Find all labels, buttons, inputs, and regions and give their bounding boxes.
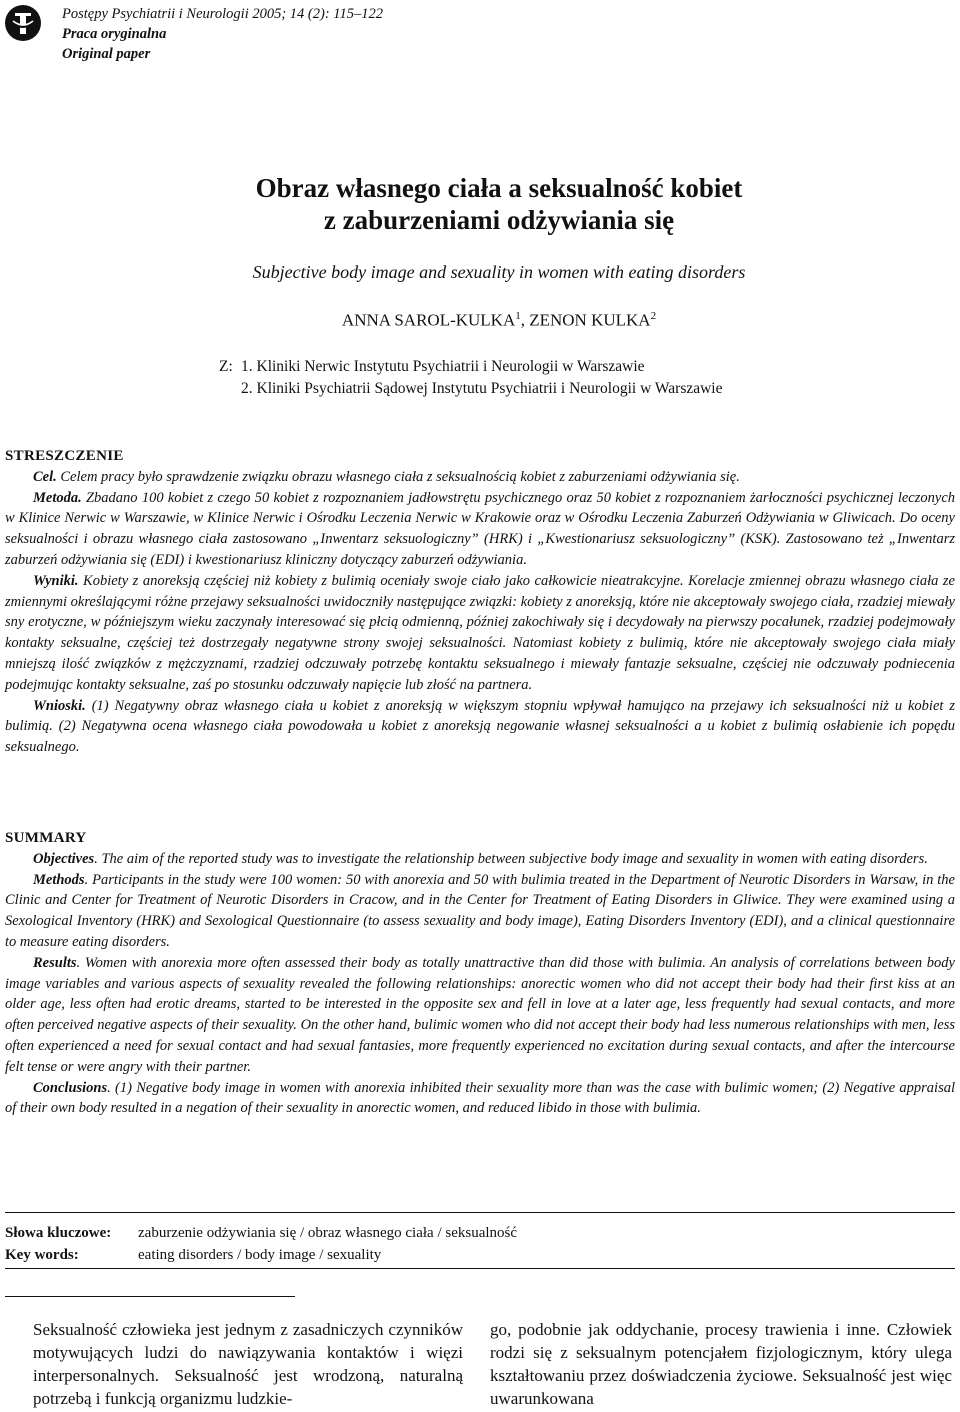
affiliation-2-number: 2. — [241, 380, 253, 397]
abstract-polish — [5, 446, 955, 758]
metoda-label: Metoda. — [33, 489, 82, 506]
wnioski-text: (1) Negatywny obraz własnego ciała u kobiet z anoreksją w większym stopniu wpływał hamująco na przejawy ich seksualności niż u kobiet z bulimią. (2) Negatywna ocena własnego ciała powodowała u kobiet z anoreksją negowanie własnej seksualności a u kobiet z bulimią osłabienie ich popędu seksualnego. — [5, 697, 955, 756]
article-title-line-2: z zaburzeniami odżywiania się — [323, 205, 675, 235]
affiliations — [219, 356, 722, 400]
body-top-rule — [5, 1296, 295, 1297]
summary-results — [5, 953, 955, 1078]
abstract-english-heading: SUMMARY — [5, 830, 87, 846]
keywords-pl: zaburzenie odżywiania się / obraz własnego ciała / seksualność — [138, 1225, 518, 1241]
author-1-affil-mark: 1 — [515, 310, 521, 322]
affiliation-1: Kliniki Nerwic Instytutu Psychiatrii i Neurologii w Warszawie — [256, 358, 645, 375]
metoda-text: Zbadano 100 kobiet z czego 50 kobiet z rozpoznaniem jadłowstrętu psychicznego oraz 50 kobiet z rozpoznaniem żarłoczności psychicznej leczonych w Klinice Nerwic w Warszawie, w Klinice Nerwic i Ośrodku Leczenia Nerwic w Krakowie oraz w Ośrodku Leczenia Zaburzeń Odżywiania w Gliwicach. Do oceny seksualności i obrazu własnego ciała zastosowano „Inwentarz seksuologiczny” (HRK) i „Kwestionariusz seksuologiczny” (KSK). Zastosowano też „Inwentarz zaburzeń odżywiania się (EDI) i kwestionariusz kliniczny dotyczący zaburzeń odżywiania. — [5, 489, 955, 568]
article-subtitle: Subjective body image and sexuality in women with eating disorders — [252, 262, 746, 282]
journal-citation: Postępy Psychiatrii i Neurologii 2005; 14 (2): 115–122 — [62, 6, 383, 22]
results-label: Results — [33, 954, 77, 971]
body-right-text: go, podobnie jak oddychanie, procesy trawienia i inne. Człowiek rodzi się z seksualnym potencjałem fizjologicznym, który ulega kształtowaniu przez doświadczenia życiowe. Seksualność jest więc uwarunkowana — [490, 1320, 952, 1408]
body-column-right — [490, 1318, 952, 1410]
article-title — [0, 172, 960, 236]
summary-objectives — [5, 849, 955, 870]
keywords — [5, 1222, 517, 1266]
abstract-polish-heading: STRESZCZENIE — [5, 448, 124, 464]
results-text: . Women with anorexia more often assessed their body as totally unattractive than did those with bulimia. An analysis of correlations between body image variables and various aspects of sexuality revealed the following relationships: anorectic women who did not accept their body had their first kiss at an older age, less often had erotic dreams, started to be interested in the opposite sex and fell in love at a later age, less frequently had sexual contacts, and more often perceived negative aspects of their sexuality. On the other hand, bulimic women who did not accept their body had less numerous relationships with men, less often experienced a need for sexual contact and had sexual fantasies, more frequently experienced no excitation during sexual contacts, and after the intercourse felt tense or were angry with their partner. — [5, 954, 955, 1075]
affiliation-1-number: 1. — [241, 358, 253, 375]
wyniki-label: Wyniki. — [33, 572, 79, 589]
abstract-metoda — [5, 488, 955, 571]
author-1: ANNA SAROL-KULKA — [341, 310, 516, 330]
affiliation-prefix: Z: — [219, 358, 233, 375]
keywords-bottom-rule — [5, 1268, 955, 1269]
conclusions-text: . (1) Negative body image in women with anorexia inhibited their sexuality more than was the case with bulimic women; (2) Negative appraisal of their own body resulted in a negation of their sexuality in anorectic women, and reduced libido in those with bulimia. — [5, 1079, 955, 1117]
author-2: ZENON KULKA — [529, 310, 651, 330]
summary-conclusions — [5, 1078, 955, 1120]
journal-logo-icon — [4, 4, 42, 42]
author-2-affil-mark: 2 — [650, 310, 657, 322]
abstract-wnioski — [5, 696, 955, 758]
conclusions-label: Conclusions — [33, 1079, 108, 1096]
journal-header — [62, 4, 383, 64]
affiliation-2: Kliniki Psychiatrii Sądowej Instytutu Psychiatrii i Neurologii w Warszawie — [256, 380, 723, 397]
author-separator: , — [520, 310, 530, 330]
abstract-english — [5, 828, 955, 1119]
summary-methods — [5, 870, 955, 953]
paper-type-pl: Praca oryginalna — [62, 26, 167, 42]
authors — [0, 310, 960, 331]
body-column-left — [33, 1318, 463, 1410]
paper-type-en: Original paper — [62, 46, 151, 62]
abstract-wyniki — [5, 571, 955, 696]
wyniki-text: Kobiety z anoreksją częściej niż kobiety z bulimią oceniały swoje ciało jako całkowicie nieatrakcyjne. Korelacje zmiennej obrazu własnego ciała ze zmiennymi określającymi różne przejawy seksualności uwidoczniły następujące związki: kobiety z anoreksją, które nie akceptowały swojego ciała, rzadziej miewały sny erotyczne, w późniejszym wieku zaczynały interesować się płcią odmienną, później zakochiwały się i decydowały na pierwszy pocałunek, rzadziej podejmowały kontakty seksualne, częściej też dostrzegały negatywne strony swojej seksualności. Natomiast kobiety z bulimią, które nie akceptowały swojego ciała miały mniejszą ilość związków z mężczyznami, rzadziej odczuwały potrzebę kontaktu seksualnego i miewały fantazje seksualne, częściej nie odczuwały podniecenia podejmując kontakty seksualne, zaś po stosunku odczuwały napięcie lub złość na partnera. — [5, 572, 955, 693]
keywords-en: eating disorders / body image / sexuality — [138, 1247, 382, 1263]
objectives-label: Objectives — [33, 850, 95, 867]
cel-label: Cel. — [33, 468, 57, 485]
abstract-cel — [5, 467, 955, 488]
methods-label: Methods — [33, 871, 85, 888]
objectives-text: . The aim of the reported study was to investigate the relationship between subjective body image and sexuality in women with eating disorders. — [94, 850, 928, 867]
keywords-top-rule — [5, 1212, 955, 1213]
wnioski-label: Wnioski. — [33, 697, 86, 714]
body-left-text: Seksualność człowieka jest jednym z zasadniczych czynników motywujących ludzi do nawiązywania kontaktów i więzi interpersonalnych. Seksualność jest wrodzoną, naturalną potrzebą i funkcją organizmu ludzkie- — [33, 1320, 463, 1408]
keywords-pl-label: Słowa kluczowe: — [5, 1225, 112, 1241]
keywords-en-label: Key words: — [5, 1247, 79, 1263]
article-title-line-1: Obraz własnego ciała a seksualność kobiet — [255, 173, 743, 203]
methods-text: . Participants in the study were 100 women: 50 with anorexia and 50 with bulimia treated in the Department of Neurotic Disorders in Warsaw, in the Clinic and Center for Treatment of Neurotic Disorders in Cracow, and in the Center for Treatment of Eating Disorders in Gliwice. They were examined using a Sexological Inventory (HRK) and Sexological Questionnaire (to assess sexuality and body image), Eating Disorders Inventory (EDI), and a clinical questionnaire to measure eating disorders. — [5, 871, 955, 950]
cel-text: Celem pracy było sprawdzenie związku obrazu własnego ciała z seksualnością kobiet z zaburzeniami odżywiania się. — [56, 468, 740, 485]
